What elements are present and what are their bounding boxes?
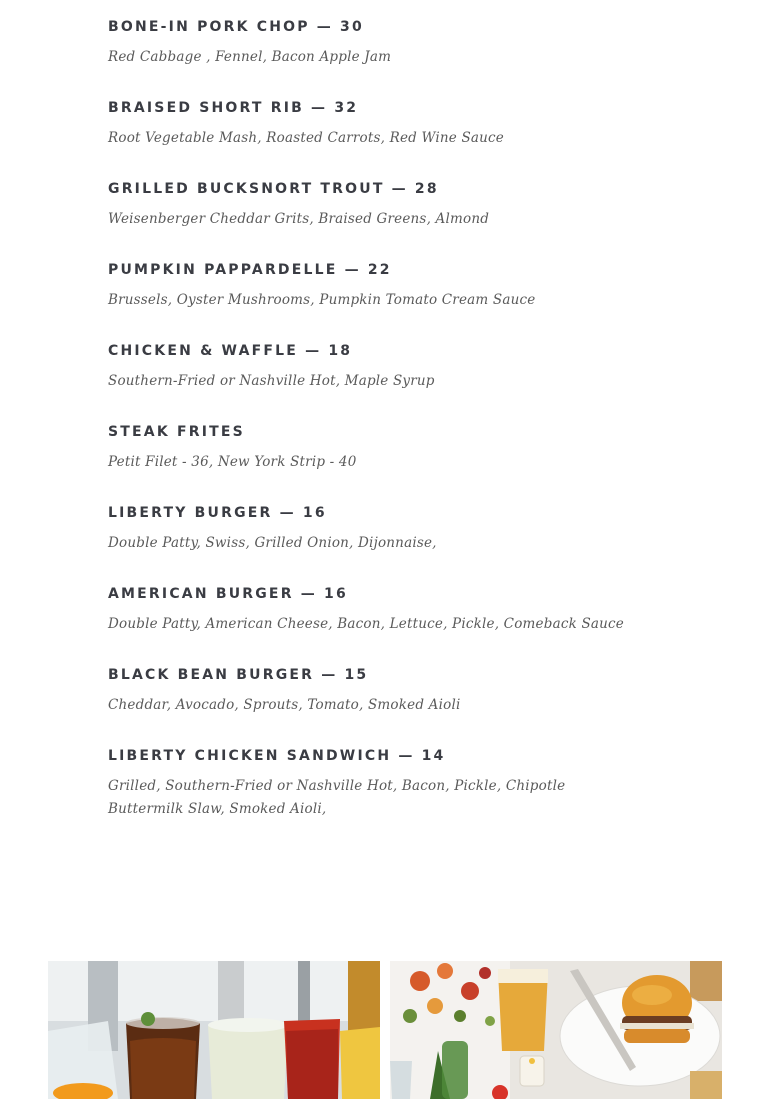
menu-item-name: LIBERTY CHICKEN SANDWICH — 14 (108, 748, 446, 764)
menu-item-name: BONE-IN PORK CHOP — 30 (108, 19, 364, 35)
menu-item (108, 340, 668, 421)
menu-item (108, 178, 668, 259)
menu-item-description: Grilled, Southern-Fried or Nashville Hot, Bacon, Pickle, Chipotle Buttermilk Slaw, Smoked Aioli, (108, 778, 566, 817)
menu-item (108, 259, 668, 340)
menu-item (108, 502, 668, 583)
menu-item-name: AMERICAN BURGER — 16 (108, 586, 348, 602)
menu-item-description: Weisenberger Cheddar Grits, Braised Greens, Almond (108, 211, 490, 227)
menu-item-name: PUMPKIN PAPPARDELLE — 22 (108, 262, 392, 278)
photo-gallery (48, 961, 722, 1099)
menu-item (108, 583, 668, 664)
menu-item (108, 16, 668, 97)
menu-item-description: Red Cabbage , Fennel, Bacon Apple Jam (108, 49, 392, 65)
menu-item (108, 745, 668, 821)
menu-item-name: CHICKEN & WAFFLE — 18 (108, 343, 353, 359)
menu-list (108, 16, 668, 821)
burger-and-beer-photo (390, 961, 722, 1099)
menu-item-name: LIBERTY BURGER — 16 (108, 505, 327, 521)
menu-item-name: GRILLED BUCKSNORT TROUT — 28 (108, 181, 439, 197)
menu-item-description: Double Patty, Swiss, Grilled Onion, Dijonnaise, (108, 535, 437, 551)
menu-item (108, 97, 668, 178)
menu-item (108, 664, 668, 745)
menu-item-name: STEAK FRITES (108, 424, 245, 440)
menu-item-description: Cheddar, Avocado, Sprouts, Tomato, Smoked Aioli (108, 697, 461, 713)
cocktails-photo (48, 961, 380, 1099)
menu-item-description: Root Vegetable Mash, Roasted Carrots, Red Wine Sauce (108, 130, 504, 146)
menu-item-name: BLACK BEAN BURGER — 15 (108, 667, 369, 683)
menu-item-name: BRAISED SHORT RIB — 32 (108, 100, 359, 116)
menu-item-description: Double Patty, American Cheese, Bacon, Lettuce, Pickle, Comeback Sauce (108, 616, 624, 632)
menu-item-description: Petit Filet - 36, New York Strip - 40 (108, 454, 357, 470)
menu-item-description: Southern-Fried or Nashville Hot, Maple Syrup (108, 373, 435, 389)
menu-item-description: Brussels, Oyster Mushrooms, Pumpkin Tomato Cream Sauce (108, 292, 536, 308)
menu-item (108, 421, 668, 502)
